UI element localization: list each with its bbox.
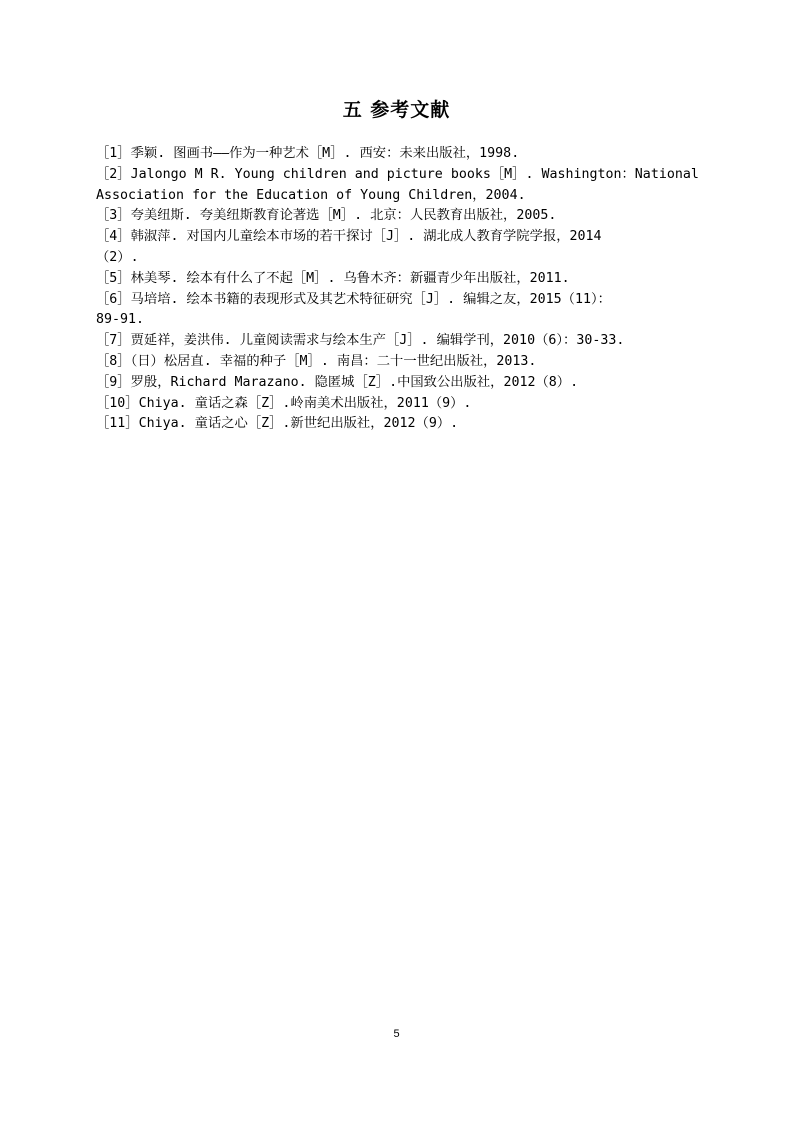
reference-line: ［7］贾延祥，姜洪伟. 儿童阅读需求与绘本生产［J］. 编辑学刊，2010（6）：30-33. [96, 333, 625, 349]
reference-line: ［10］Chiya. 童话之森［Z］.岭南美术出版社，2011（9）. [96, 395, 472, 411]
reference-line: 89-91. [96, 312, 145, 328]
reference-line: ［5］林美琴. 绘本有什么了不起［M］. 乌鲁木齐：新疆青少年出版社，2011. [96, 270, 570, 286]
reference-line: ［3］夸美纽斯. 夸美纽斯教育论著选［M］. 北京：人民教育出版社，2005. [96, 208, 557, 224]
reference-line: Association for the Education of Young Children，2004. [96, 187, 526, 203]
reference-line: ［6］马培培. 绘本书籍的表现形式及其艺术特征研究［J］. 编辑之友，2015（11）： [96, 291, 611, 307]
reference-line: ［2］Jalongo M R. Young children and picture books［M］. Washington：National [96, 166, 699, 182]
page-number: 5 [393, 1028, 400, 1040]
reference-line: ［4］韩淑萍. 对国内儿童绘本市场的若干探讨［J］. 湖北成人教育学院学报，2014 [96, 229, 602, 245]
reference-line: ［9］罗殷，Richard Marazano. 隐匿城［Z］.中国致公出版社，2012（8）. [96, 374, 579, 390]
reference-line: （2）. [96, 249, 139, 265]
reference-list [96, 144, 702, 435]
reference-line: ［8］（日）松居直. 幸福的种子［M］. 南昌：二十一世纪出版社，2013. [96, 353, 537, 369]
reference-line: ［1］季颖. 图画书——作为一种艺术［M］. 西安：未来出版社，1998. [96, 146, 520, 161]
reference-line: ［11］Chiya. 童话之心［Z］.新世纪出版社，2012（9）. [96, 416, 459, 432]
section-title: 五 参考文献 [342, 99, 451, 121]
